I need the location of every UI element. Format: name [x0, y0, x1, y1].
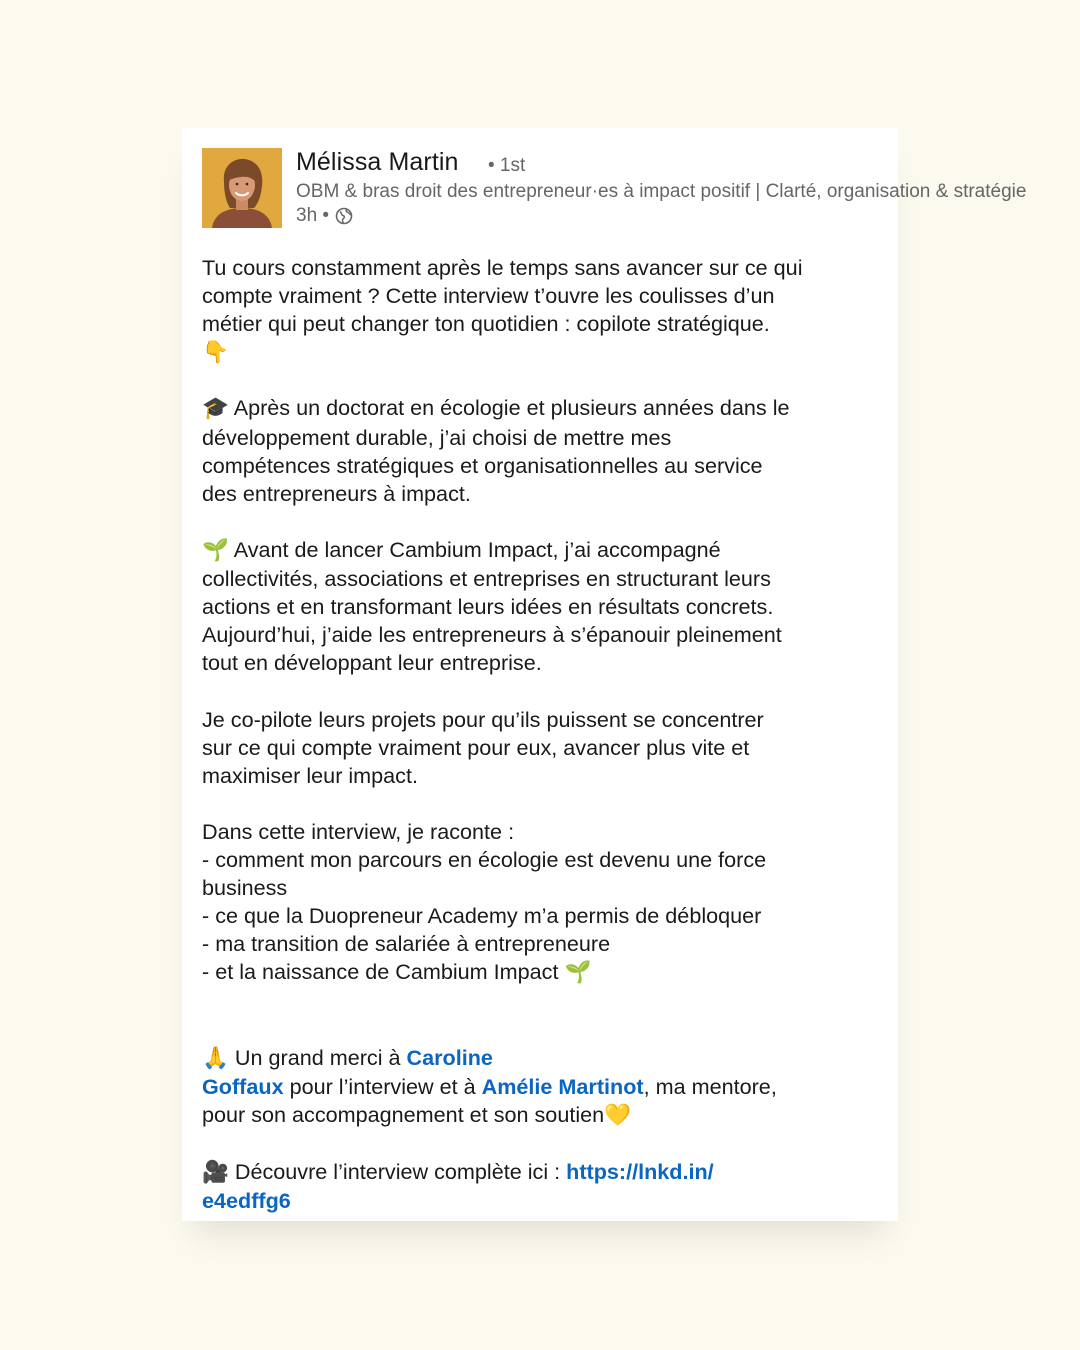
- interview-link[interactable]: e4edffg6: [202, 1188, 291, 1214]
- post-text-line: collectivités, associations et entreprises en structurant leurs: [202, 566, 771, 592]
- paragraph-copilot: [202, 706, 882, 790]
- paragraph-doctorate: [202, 394, 882, 507]
- list-item: business: [202, 875, 288, 901]
- paragraph-cambium: [202, 536, 882, 677]
- seedling-emoji: 🌱: [202, 537, 229, 563]
- yellow-heart-emoji: 💛: [604, 1102, 632, 1128]
- post-text-line: développement durable, j’ai choisi de mettre mes: [202, 424, 672, 450]
- post-text-line: sur ce qui compte vraiment pour eux, avancer plus vite et: [202, 734, 750, 760]
- list-item: - ce que la Duopreneur Academy m’a permis de débloquer: [202, 903, 762, 929]
- connection-degree: • 1st: [488, 155, 526, 176]
- blank-line: [202, 677, 882, 705]
- post-text-line: Je co-pilote leurs projets pour qu’ils puissent se concentrer: [202, 706, 764, 732]
- interview-link[interactable]: https://lnkd.in/: [566, 1159, 714, 1184]
- seedling-emoji: 🌱: [564, 960, 592, 986]
- globe-icon: [335, 207, 353, 225]
- blank-line: [202, 1016, 882, 1044]
- post-text-line: métier qui peut changer ton quotidien : copilote stratégique.: [202, 311, 770, 337]
- post-text-line: maximiser leur impact.: [202, 762, 418, 788]
- post-text-line: tout en développant leur entreprise.: [202, 650, 542, 676]
- paragraph-interview-list: [202, 818, 882, 988]
- author-headline: OBM & bras droit des entrepreneur·es à impact positif | Clarté, organisation & stratégie: [296, 181, 1027, 202]
- blank-line: [202, 366, 882, 394]
- post-text: pour l’interview et à: [283, 1073, 482, 1099]
- paragraph-thanks: [202, 1044, 882, 1130]
- blank-line: [202, 1130, 882, 1158]
- list-item: - et la naissance de Cambium Impact: [202, 959, 565, 985]
- blank-line: [202, 790, 882, 818]
- post-time: 3h •: [296, 205, 330, 226]
- list-item: - ma transition de salariée à entrepreneure: [202, 931, 611, 957]
- mention-caroline-goffaux[interactable]: Caroline: [406, 1044, 493, 1070]
- post-text: pour son accompagnement et son soutien: [202, 1101, 605, 1127]
- post-text: Avant de lancer Cambium Impact, j’ai accompagné: [228, 536, 721, 562]
- list-item: - comment mon parcours en écologie est devenu une force: [202, 846, 767, 872]
- post-body: [202, 254, 882, 1215]
- blank-line: [202, 508, 882, 536]
- post-text: , ma mentore,: [643, 1073, 777, 1099]
- post-text-line: compétences stratégiques et organisationnelles au service: [202, 452, 763, 478]
- avatar[interactable]: [202, 148, 282, 228]
- post-meta: [296, 205, 353, 227]
- mention-amelie-martinot[interactable]: Amélie Martinot: [481, 1073, 644, 1099]
- blank-line: [202, 987, 882, 1015]
- post-text: Un grand merci à: [228, 1044, 407, 1070]
- post-card: [182, 128, 1027, 1221]
- post-text-line: Dans cette interview, je raconte :: [202, 818, 515, 844]
- post-text-line: actions et en transformant leurs idées en résultats concrets.: [202, 594, 774, 620]
- post-text: Découvre l’interview complète ici :: [228, 1159, 567, 1184]
- post-text: Après un doctorat en écologie et plusieurs années dans le: [228, 395, 790, 421]
- post-text-line: Aujourd’hui, j’aide les entrepreneurs à s’épanouir pleinement: [202, 622, 782, 648]
- author-name[interactable]: Mélissa Martin: [296, 148, 459, 176]
- post-text-line: compte vraiment ? Cette interview t’ouvre les coulisses d’un: [202, 283, 775, 309]
- pointing-down-emoji: 👇: [202, 339, 229, 365]
- paragraph-intro: [202, 254, 882, 366]
- movie-camera-emoji: 🎥: [202, 1160, 229, 1185]
- graduation-cap-emoji: 🎓: [202, 396, 229, 422]
- post-text-line: des entrepreneurs à impact.: [202, 480, 471, 506]
- post-text-line: Tu cours constamment après le temps sans avancer sur ce qui: [202, 255, 803, 280]
- folded-hands-emoji: 🙏: [202, 1045, 229, 1071]
- mention-caroline-goffaux[interactable]: Goffaux: [202, 1073, 284, 1099]
- paragraph-link: [202, 1158, 882, 1215]
